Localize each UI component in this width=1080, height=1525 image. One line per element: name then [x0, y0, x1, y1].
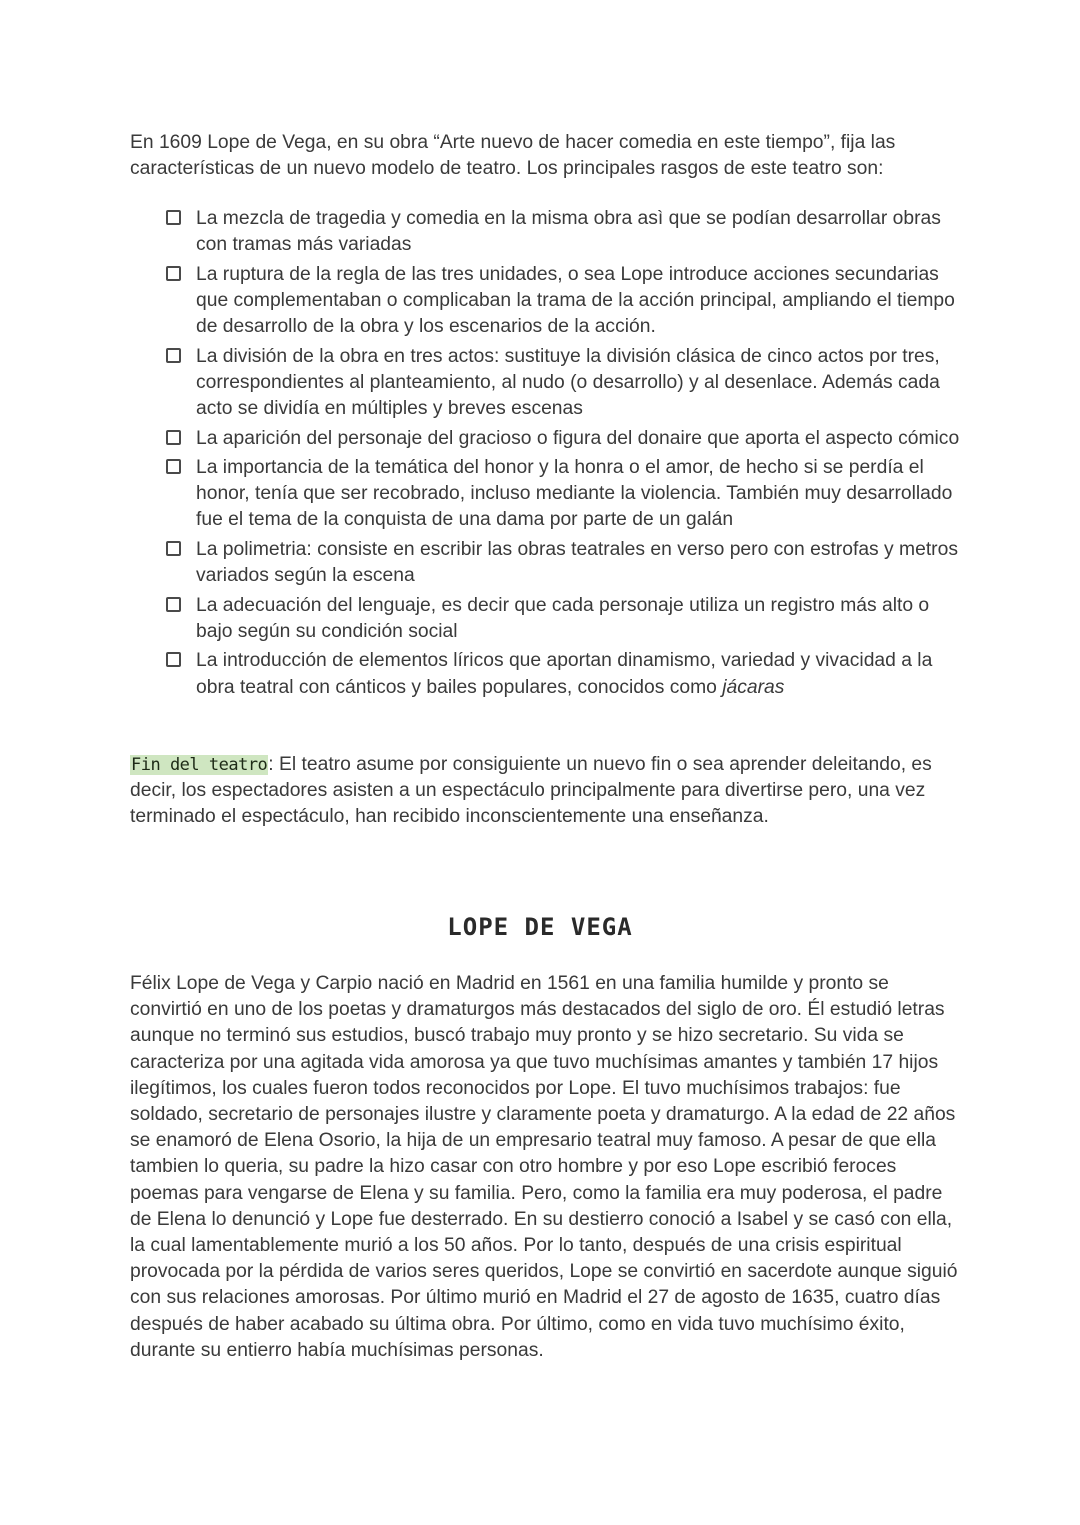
checklist-item-text: La polimetria: consiste en escribir las obras teatrales en verso pero con estrofas y metros variados según la escena [196, 538, 958, 587]
checklist-item-text: La ruptura de la regla de las tres unidades, o sea Lope introduce acciones secundarias que complementaban o complicaban la trama de la acción principal, ampliando el tiempo de desarrollo de la obra y los escenarios de la acción. [196, 263, 955, 338]
checklist-item-text: La introducción de elementos líricos que aportan dinamismo, variedad y vivacidad a la obra teatral con cánticos y bailes populares, conocidos como [196, 650, 933, 698]
checklist-item [165, 344, 965, 423]
checklist-item-italic-term: jácaras [722, 676, 785, 698]
checkbox-icon[interactable] [166, 348, 181, 363]
checklist-item [165, 648, 965, 700]
checklist-item-text: La adecuación del lenguaje, es decir que cada personaje utiliza un registro más alto o bajo según su condición social [196, 594, 930, 642]
checklist-item [165, 426, 965, 452]
checkbox-icon[interactable] [166, 541, 181, 556]
checklist-item-text: La mezcla de tragedia y comedia en la misma obra asì que se podían desarrollar obras con tramas más variadas [196, 208, 941, 256]
biography-paragraph: Félix Lope de Vega y Carpio nació en Madrid en 1561 en una familia humilde y pronto se convirtió en uno de los poetas y dramaturgos más destacados del siglo de oro. Él estudió letras aunque no terminó sus estudios, buscó trabajo muy pronto y se hizo secretario. Su vida se caracteriza por una agitada vida amorosa ya que tuvo muchísimas amantes y también 17 hijos ilegítimos, los cuales fueron todos reconocidos por Lope. El tuvo muchísimos trabajos: fue soldado, secretario de personajes ilustre y claramente poeta y dramaturgo. A la edad de 22 años se enamoró de Elena Osorio, la hija de un empresario teatral muy famoso. A pesar de que ella tambien lo queria, su padre la hizo casar con otro hombre y por eso Lope escribió feroces poemas para vengarse de Elena y su familia. Pero, como la familia era muy poderosa, el padre de Elena lo denunció y Lope fue desterrado. En su destierro conoció a Isabel y se casó con ella, la cual lamentablemente murió a los 50 años. Por lo tanto, después de una crisis espiritual provocada por la pérdida de varios seres queridos, Lope se convirtió en sacerdote aunque siguió con sus relaciones amorosas. Por último murió en Madrid el 27 de agosto de 1635, cuatro días después de haber acabado su última obra. Por último, como en vida tuvo muchísimo éxito, durante su entierro había muchísimas personas. [130, 973, 958, 1361]
checkbox-icon[interactable] [166, 652, 181, 667]
checkbox-icon[interactable] [166, 597, 181, 612]
checkbox-icon[interactable] [166, 430, 181, 445]
checklist-item [165, 455, 965, 534]
features-checklist [165, 206, 965, 704]
checklist-item-text: La aparición del personaje del gracioso o figura del donaire que aporta el aspecto cómico [196, 427, 960, 449]
checklist-item [165, 262, 965, 341]
checklist-item-text: La división de la obra en tres actos: sustituye la división clásica de cinco actos por tres, correspondientes al planteamiento, al nudo (o desarrollo) y al desenlace. Además cada acto se dividía en múltiples y breves escenas [196, 345, 940, 420]
checkbox-icon[interactable] [166, 459, 181, 474]
section-title: LOPE DE VEGA [447, 913, 633, 941]
checklist-item [165, 593, 965, 645]
checkbox-icon[interactable] [166, 266, 181, 281]
checklist-item-text: La importancia de la temática del honor y la honra o el amor, de hecho si se perdía el honor, tenía que ser recobrado, incluso mediante la violencia. También muy desarrollado fue el tema de la conquista de una dama por parte de un galán [196, 457, 953, 531]
checklist-item [165, 206, 965, 258]
purpose-paragraph [130, 752, 960, 831]
intro-paragraph: En 1609 Lope de Vega, en su obra “Arte nuevo de hacer comedia en este tiempo”, fija las características de un nuevo modelo de teatro. Los principales rasgos de este teatro son: [130, 132, 896, 180]
checklist-item [165, 537, 965, 589]
purpose-text: : El teatro asume por consiguiente un nuevo fin o sea aprender deleitando, es decir, los espectadores asisten a un espectáculo principalmente para divertirse pero, una vez terminado el espectáculo, han recibido inconscientemente una enseñanza. [130, 754, 932, 828]
highlighted-label: Fin del teatro [131, 755, 268, 775]
checkbox-icon[interactable] [166, 210, 181, 225]
